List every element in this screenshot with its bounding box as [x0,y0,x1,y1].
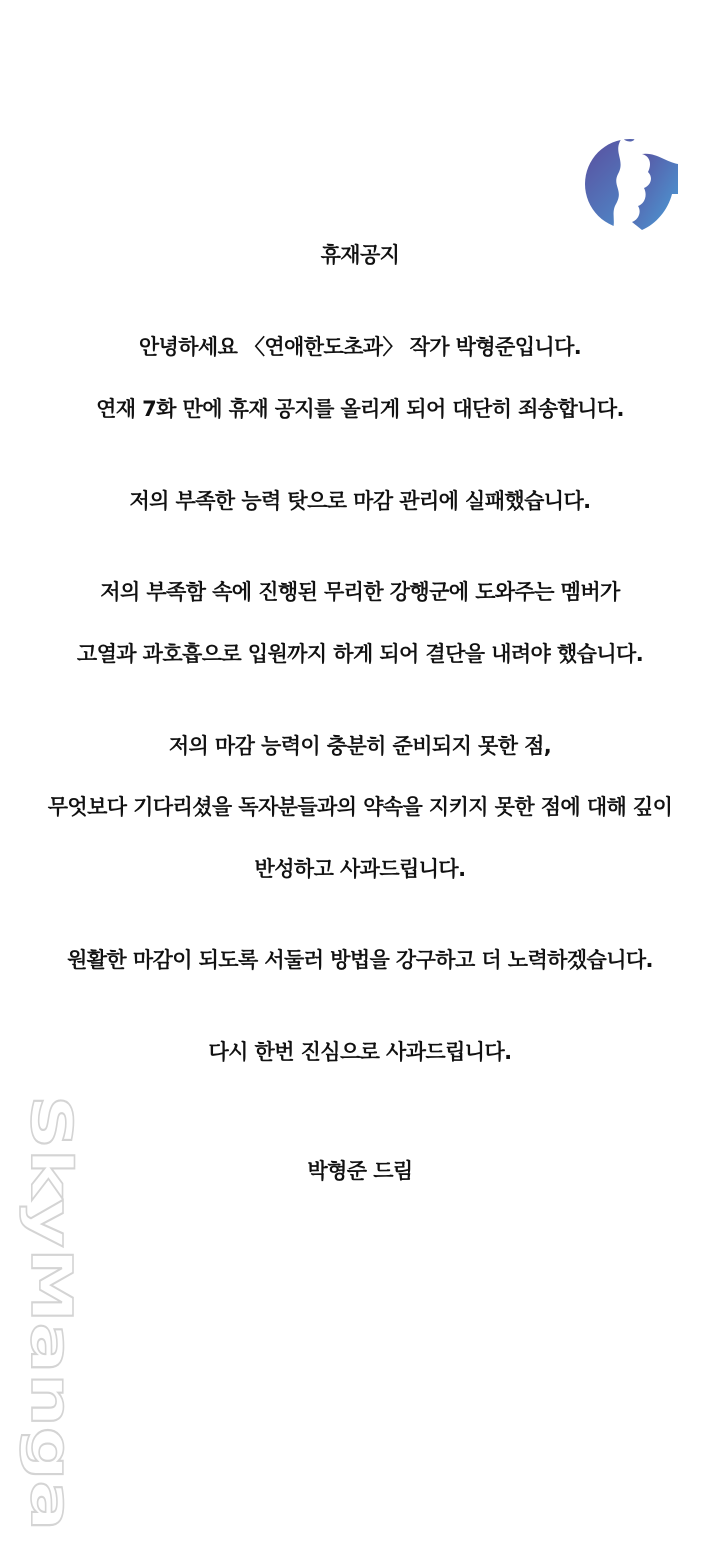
silhouette-logo-icon [582,134,678,234]
notice-line-reflect: 반성하고 사과드립니다. [254,857,466,881]
notice-line-effort: 원활한 마감이 되도록 서둘러 방법을 강구하고 더 노력하겠습니다. [67,948,653,972]
notice-title: 휴재공지 [320,243,400,267]
notice-line-hospital: 고열과 과호흡으로 입원까지 하게 되어 결단을 내려야 했습니다. [76,642,644,666]
notice-signature: 박형준 드림 [307,1159,413,1183]
watermark-text: SkyManga [18,1095,83,1421]
notice-line-unprepared: 저의 마감 능력이 충분히 준비되지 못한 점, [168,734,552,758]
notice-line-member: 저의 부족함 속에 진행된 무리한 강행군에 도와주는 멤버가 [100,580,620,604]
notice-line-greeting: 안녕하세요 〈연애한도초과〉 작가 박형준입니다. [138,335,582,359]
notice-line-promise: 무엇보다 기다리셨을 독자분들과의 약속을 지키지 못한 점에 대해 깊이 [47,795,673,819]
notice-line-failure: 저의 부족한 능력 탓으로 마감 관리에 실패했습니다. [129,489,591,513]
watermark [18,1095,83,1531]
notice-line-apology: 연재 7화 만에 휴재 공지를 올리게 되어 대단히 죄송합니다. [96,397,624,421]
notice-line-sincere: 다시 한번 진심으로 사과드립니다. [208,1040,512,1064]
